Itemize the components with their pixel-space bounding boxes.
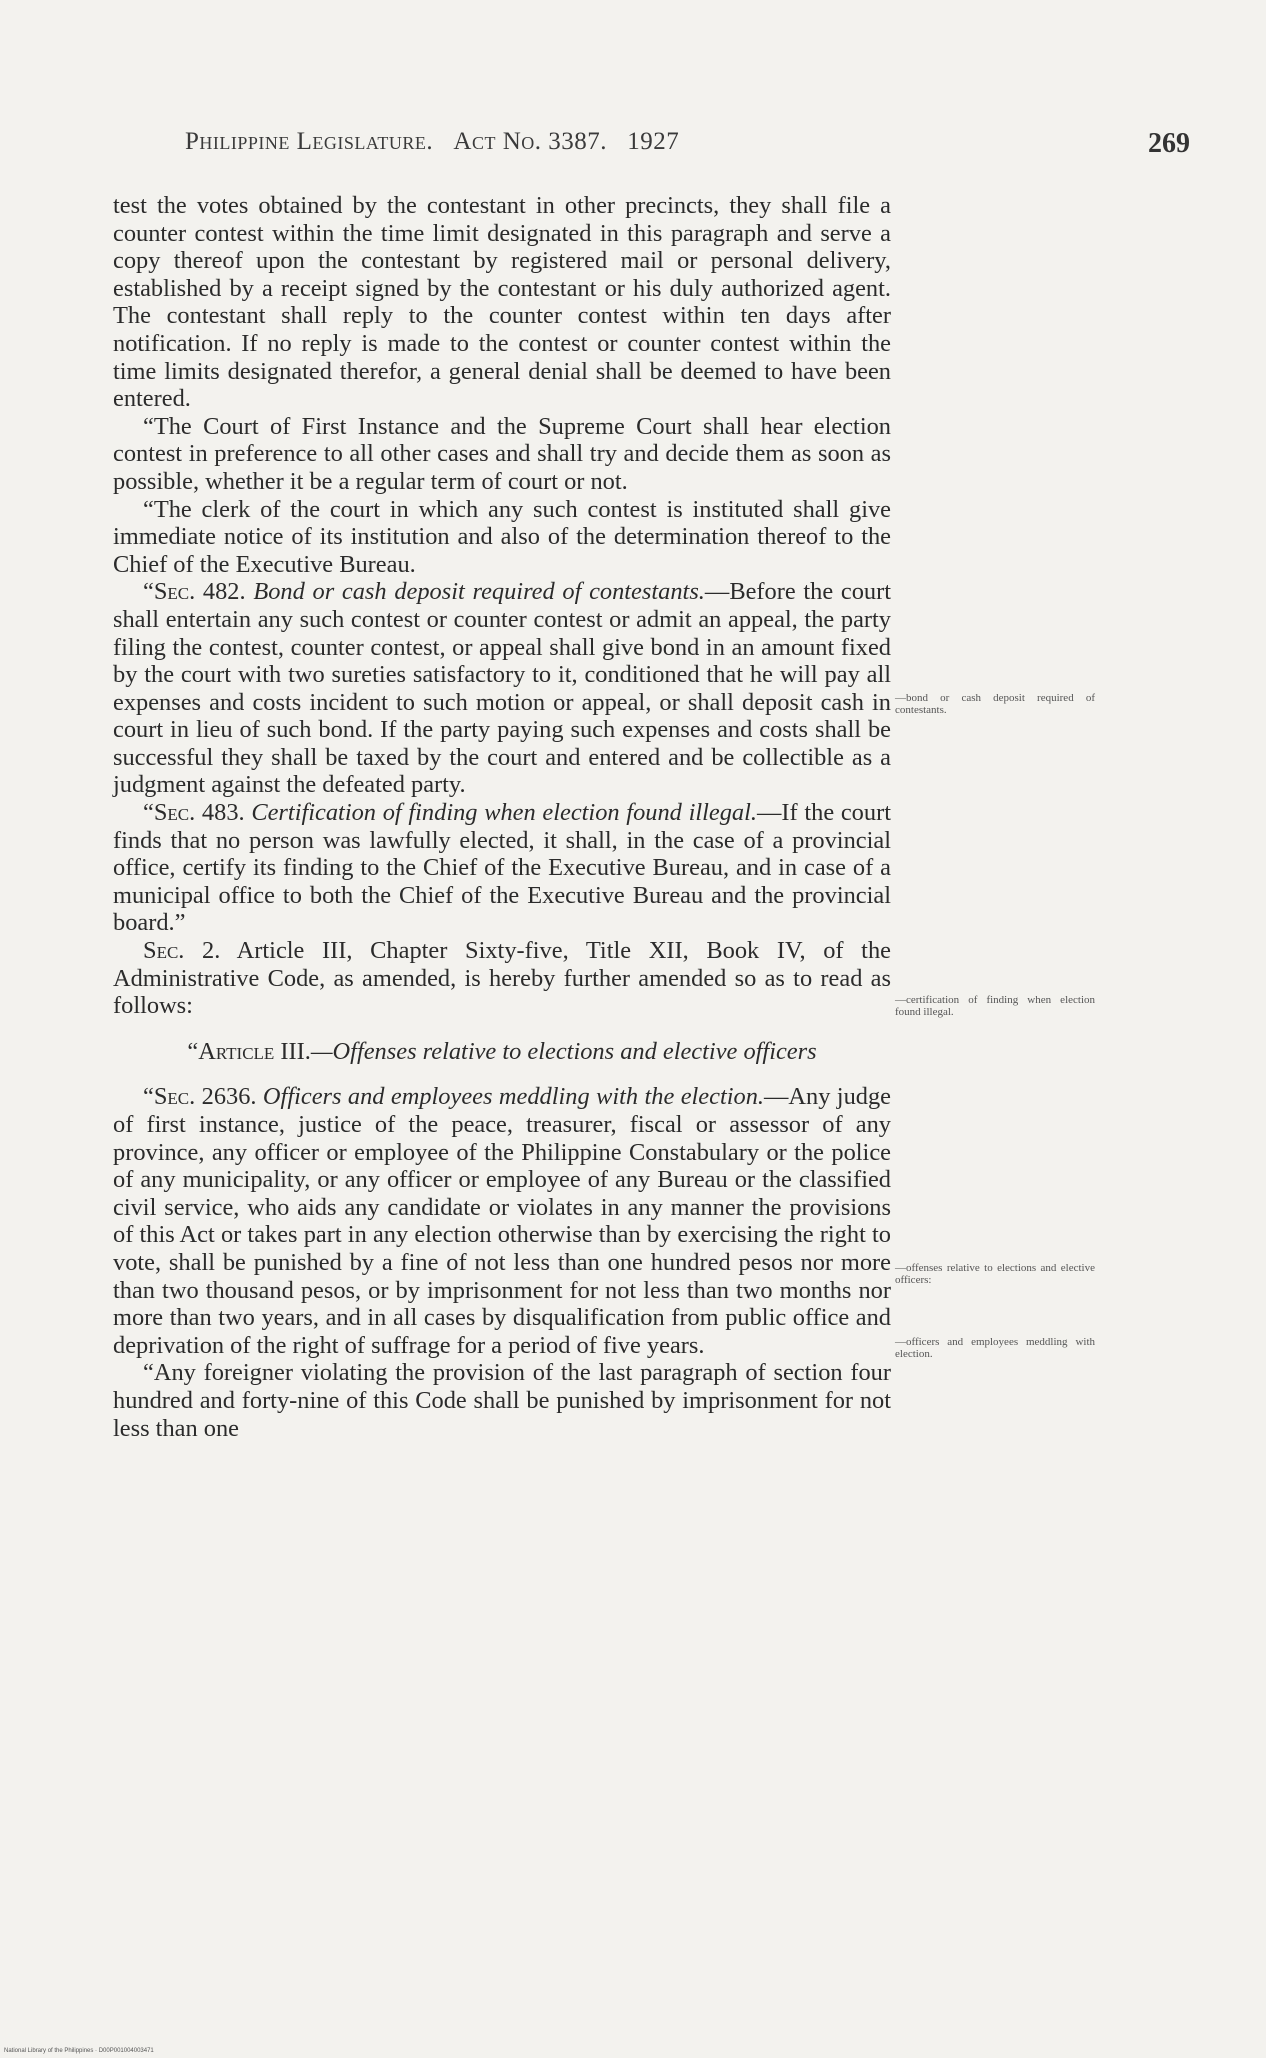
section-483-text: —If the court finds that no person was lawfully elected, it shall, in the case of a provincial office, certify its finding to the Chief of the Executive Bureau, and in case of a municipal office to both the Chief of the Executive Bureau and the provincial board.” [113, 799, 891, 937]
section-483-label: “Sec. 483. [143, 799, 245, 827]
section-2636-label: “Sec. 2636. [143, 1083, 257, 1111]
paragraph-court-hearing: “The Court of First Instance and the Supreme Court shall hear election contest in preference to all other cases and shall try and decide them as soon as possible, whether it be a regular term of court or not. [113, 412, 891, 495]
margin-note-officers: —officers and employees meddling with election. [895, 1336, 1095, 1360]
running-head-act: Act No. 3387. [453, 128, 608, 155]
section-483 [113, 799, 891, 937]
section-2636-text: —Any judge of first instance, justice of the peace, treasurer, fiscal or assessor of any province, any officer or employee of the Philippine Constabulary or the police of any municipality, or any officer or employee of any Bureau or the classified civil service, who aids any candidate or violates in any manner the provisions of this Act or takes part in any election otherwise than by exercising the right to vote, shall be punished by a fine of not less than one hundred pesos nor more than two thousand pesos, or by imprisonment for not less than two months nor more than two years, and in all cases by disqualification from public office and deprivation of the right of suffrage for a period of five years. [113, 1083, 891, 1359]
section-2-label: Sec. 2. [143, 937, 221, 965]
margin-note-certification: —certification of finding when election found illegal. [895, 994, 1095, 1018]
article-title: —Offenses relative to elections and elective officers [310, 1037, 817, 1065]
margin-note-offenses: —offenses relative to elections and elective officers: [895, 1262, 1095, 1286]
section-482-title: Bond or cash deposit required of contestants. [253, 578, 705, 606]
body-text [113, 192, 891, 1442]
paragraph-foreigner: “Any foreigner violating the provision of the last paragraph of section four hundred and forty-nine of this Code shall be punished by imprisonment for not less than one [113, 1359, 891, 1442]
paragraph-clerk-notice: “The clerk of the court in which any such contest is instituted shall give immediate notice of its institution and also of the determination thereof to the Chief of the Executive Bureau. [113, 495, 891, 578]
page-number: 269 [1148, 128, 1190, 159]
section-2-text: Article III, Chapter Sixty-five, Title XII, Book IV, of the Administrative Code, as amended, is hereby further amended so as to read as follows: [113, 937, 891, 1020]
section-483-title: Certification of finding when election found illegal. [251, 799, 757, 827]
paragraph-continuation: test the votes obtained by the contestant in other precincts, they shall file a counter contest within the time limit designated in this paragraph and serve a copy thereof upon the contestant by registered mail or personal delivery, established by a receipt signed by the contestant or his duly authorized agent. The contestant shall reply to the counter contest within ten days after notification. If no reply is made to the contest or counter contest within the time limits designated therefor, a general denial shall be deemed to have been entered. [113, 192, 891, 413]
section-482 [113, 578, 891, 799]
margin-note-bond: —bond or cash deposit required of contestants. [895, 692, 1095, 716]
section-2636 [113, 1083, 891, 1359]
article-heading [113, 1038, 891, 1066]
running-head-legislature: Philippine Legislature. [185, 128, 434, 155]
running-head-year: 1927 [627, 128, 680, 155]
section-2636-title: Officers and employees meddling with the election. [262, 1083, 764, 1111]
footer-credit: National Library of the Philippines · D00P001004003471 [4, 2048, 154, 2054]
section-2 [113, 937, 891, 1020]
article-label: “Article III. [187, 1037, 311, 1065]
running-head [185, 128, 835, 156]
section-482-label: “Sec. 482. [143, 578, 246, 606]
section-482-text: —Before the court shall entertain any such contest or counter contest or admit an appeal, the party filing the contest, counter contest, or appeal shall give bond in an amount fixed by the court with two sureties satisfactory to it, conditioned that he will pay all expenses and costs incident to such motion or appeal, or shall deposit cash in court in lieu of such bond. If the party paying such expenses and costs shall be successful they shall be taxed by the court and entered and be collectible as a judgment against the defeated party. [113, 578, 891, 799]
